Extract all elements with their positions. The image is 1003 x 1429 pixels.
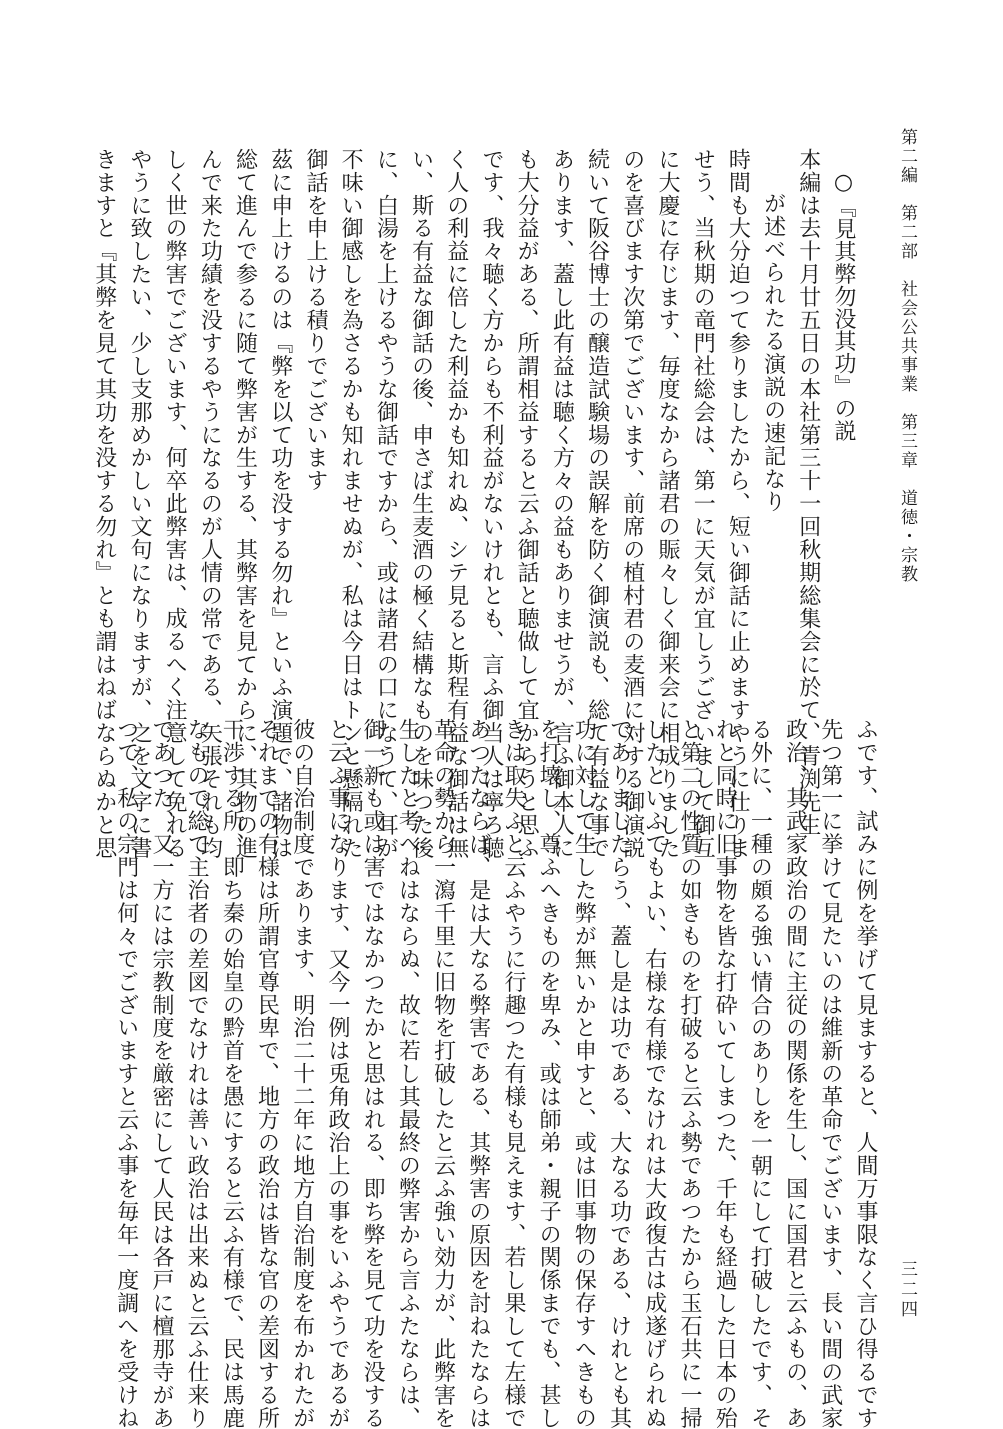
text-line: であつた、又一方には宗教制度を厳密にして人民は各戸に檀那寺があ	[148, 718, 174, 1429]
text-line: やうに致したい、少し支那めかしい文句になりますが、之を文字に書	[126, 148, 152, 860]
text-line: つて、私の宗門は何々でございますと云ふ事を毎年一度調へを受けね	[113, 718, 139, 1429]
text-line: を打壊し、尊ふへきものを卑み、或は師弟・親子の関係までも、甚し	[536, 718, 562, 1429]
text-line: したといふてもよい、右様な有様でなけれは大政復古は成遂げられぬ	[641, 718, 667, 1429]
text-line: です、我々聴く方からも不利益がないけれとも、言ふ御当人は寧ろ聴	[478, 148, 504, 860]
article-top-block	[87, 148, 861, 860]
page-number: 三二四	[897, 1260, 917, 1320]
running-header: 第二編 第二部 社会公共事業 第三章 道徳・宗教	[897, 128, 917, 584]
intro-line: 本編は去十月廿五日の本社第三十一回秋期総集会に於て、青渕先生	[795, 148, 821, 837]
text-line: それまでの有様は所謂官尊民卑で、地方の政治は皆な官の差図する所	[254, 718, 280, 1429]
text-line: に、白湯を上けるやうな御話ですから、或は諸君の口になうて、耳が	[373, 148, 399, 860]
text-line: きは取失ふと云ふやうに行趣つた有様も見えます、若し果して左様で	[500, 718, 526, 1429]
text-line: 御話を申上ける積りでございます	[302, 148, 328, 493]
text-line: 革命の勢から一瀉千里に旧物を打破したと云ふ強い効力が、此弊害を	[430, 718, 456, 1429]
text-line: と第二の性質の如きものを打破ると云ふ勢であつたから玉石共に一掃	[676, 718, 702, 1429]
text-line: も大分益がある、所謂相益すると云ふ御話と聴做して宜からうと思ふ	[514, 148, 540, 860]
text-line: あります、蓋し此有益は聴く方々の益もありませうが、言ふ御本人に	[549, 148, 575, 860]
text-line: い、斯る有益な御話の後、申さば生麦酒の極く結構なものを味つた後	[408, 148, 434, 860]
text-line: 続いて阪谷博士の醸造試験場の誤解を防く御演説も、総て有益な事で	[584, 148, 610, 860]
text-line: と云ふ事になります、又今一例は兎角政治上の事をいふやうであるが	[324, 718, 350, 1429]
text-line: のを喜びます次第でございます、前席の植村君の麦酒に対する御演説	[619, 148, 645, 860]
text-line: なもので総て主治者の差図でなけれは善い政治は出来ぬと云ふ仕来り	[184, 718, 210, 1429]
text-line: に大慶に存じます、毎度なから諸君の賑々しく御来会に相成りました	[654, 148, 680, 860]
article-bottom-block	[109, 718, 883, 1429]
text-line: でありましたらう、蓋し是は功である、大なる功である、けれとも其	[606, 718, 632, 1429]
text-line: 政治、其武家政治の間に主従の関係を生し、国に国君と云ふもの、あ	[782, 718, 808, 1429]
text-line: る外に、一種の頗る強い情合のありしを一朝にして打破したです、そ	[747, 718, 773, 1429]
text-line: あつたならば、是は大なる弊害である、其弊害の原因を討ねたならは	[465, 718, 491, 1429]
text-line: きますと『其弊を見て其功を没する勿れ』とも謂はねばならぬかと思	[91, 148, 117, 860]
text-line: 不味い御感しを為さるかも知れませぬが、私は今日はトンと懸隔れた	[338, 148, 364, 860]
text-line: 時間も大分迫つて参りましたから、短い御話に止めますやうに仕りま	[725, 148, 751, 860]
text-line: 総て進んで参るに随て弊害が生する、其弊害を見てからに、其物の進	[232, 148, 258, 860]
intro-line: が述べられたる演説の速記なり	[760, 192, 786, 514]
text-line: ふです、試みに例を挙げて見ますると、人間万事限なく言ひ得るです	[853, 718, 878, 1429]
text-line: 彼の自治制度であります、明治二十二年に地方自治制度を布かれたが	[289, 718, 315, 1429]
text-line: しく世の弊害でございます、何卒此弊害は、成るへく注意して免れる	[162, 148, 188, 860]
article-heading: ○『見其弊勿没其功』の説	[831, 170, 856, 442]
text-line: 御一新も或は害ではなかつたかと思はれる、即ち弊を見て功を没する	[360, 718, 386, 1429]
text-line: 先つ第一に挙けて見たいのは維新の革命でございます、長い間の武家	[817, 718, 843, 1429]
text-line: 茲に申上けるのは『弊を以て功を没する勿れ』といふ演題で、諸物は	[267, 148, 293, 860]
text-line: れと同時に旧事物を皆な打砕いてしまつた、千年も経過した日本の殆	[712, 718, 738, 1429]
text-line: く人の利益に倍した利益かも知れぬ、シテ見ると斯程有益な御話は無	[443, 148, 469, 860]
text-line: んで来た功績を没するやうになるのが人情の常である、矢張それも均	[197, 148, 223, 860]
text-line: 功に対して生した弊が無いかと申すと、或は旧事物の保存すへきもの	[571, 718, 597, 1429]
text-line: 干渉する所、即ち秦の始皇の黔首を愚にすると云ふ有様で、民は馬鹿	[219, 718, 245, 1429]
text-line: せう、当秋期の竜門社総会は、第一に天気が宜しうございまして御互	[690, 148, 716, 860]
text-line: 生したと考へねはならぬ、故に若し其最終の弊害から言ふたならは、	[395, 718, 421, 1429]
